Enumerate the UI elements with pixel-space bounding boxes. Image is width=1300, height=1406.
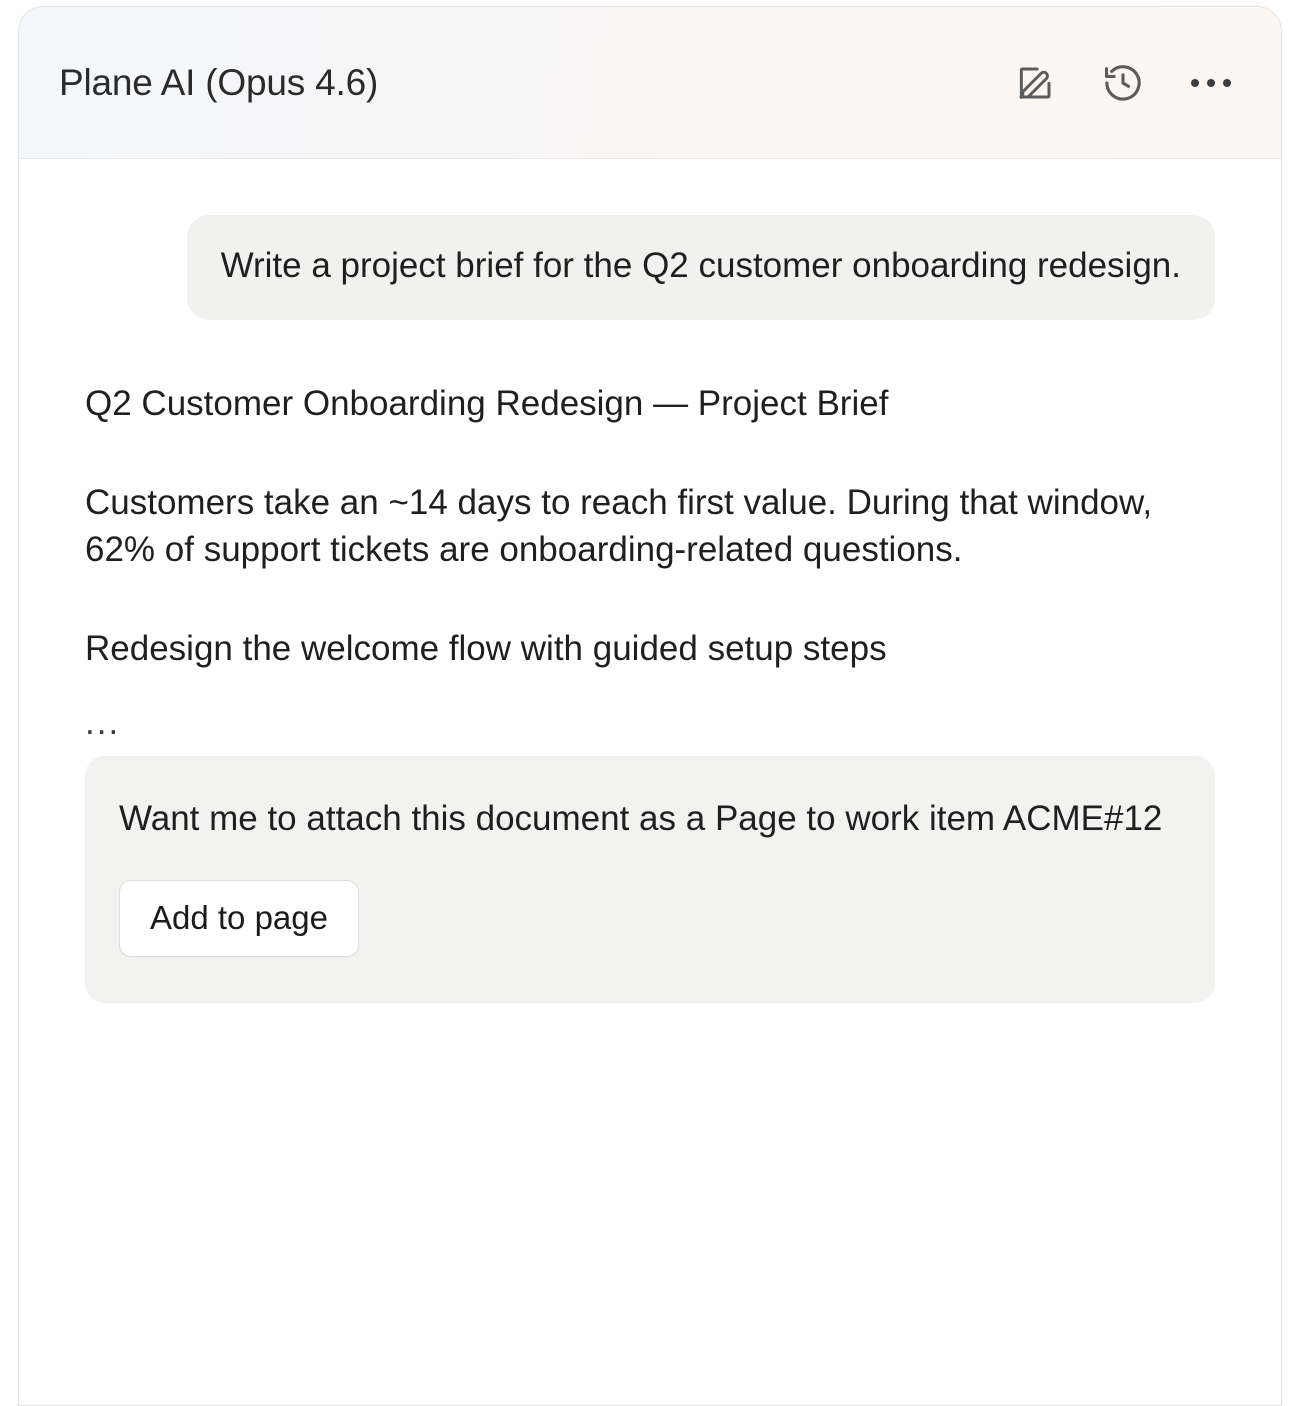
chat-panel (18, 6, 1282, 1406)
assistant-message (85, 380, 1215, 746)
add-to-page-button[interactable]: Add to page (119, 880, 359, 957)
page-title: Plane AI (Opus 4.6) (59, 61, 379, 103)
history-icon[interactable] (1097, 57, 1149, 109)
assistant-paragraph-1: Customers take an ~14 days to reach first value. During that window, 62% of support tickets are onboarding-related questions. (85, 482, 1153, 570)
suggestion-card (85, 756, 1215, 1004)
user-message-row (85, 215, 1215, 320)
truncation-indicator: ... (85, 702, 121, 742)
new-chat-icon[interactable] (1009, 57, 1061, 109)
more-options-dots (1191, 79, 1231, 87)
suggestion-actions (119, 880, 1177, 957)
document-title: Q2 Customer Onboarding Redesign — Project Brief (85, 383, 889, 423)
header-actions (1009, 57, 1237, 109)
user-message: Write a project brief for the Q2 customer onboarding redesign. (187, 215, 1215, 320)
conversation (19, 159, 1281, 1003)
assistant-paragraph-2: Redesign the welcome flow with guided setup steps (85, 629, 887, 669)
panel-header (19, 7, 1281, 159)
suggestion-text: Want me to attach this document as a Page to work item ACME#12 (119, 798, 1163, 838)
more-options-icon[interactable] (1185, 57, 1237, 109)
